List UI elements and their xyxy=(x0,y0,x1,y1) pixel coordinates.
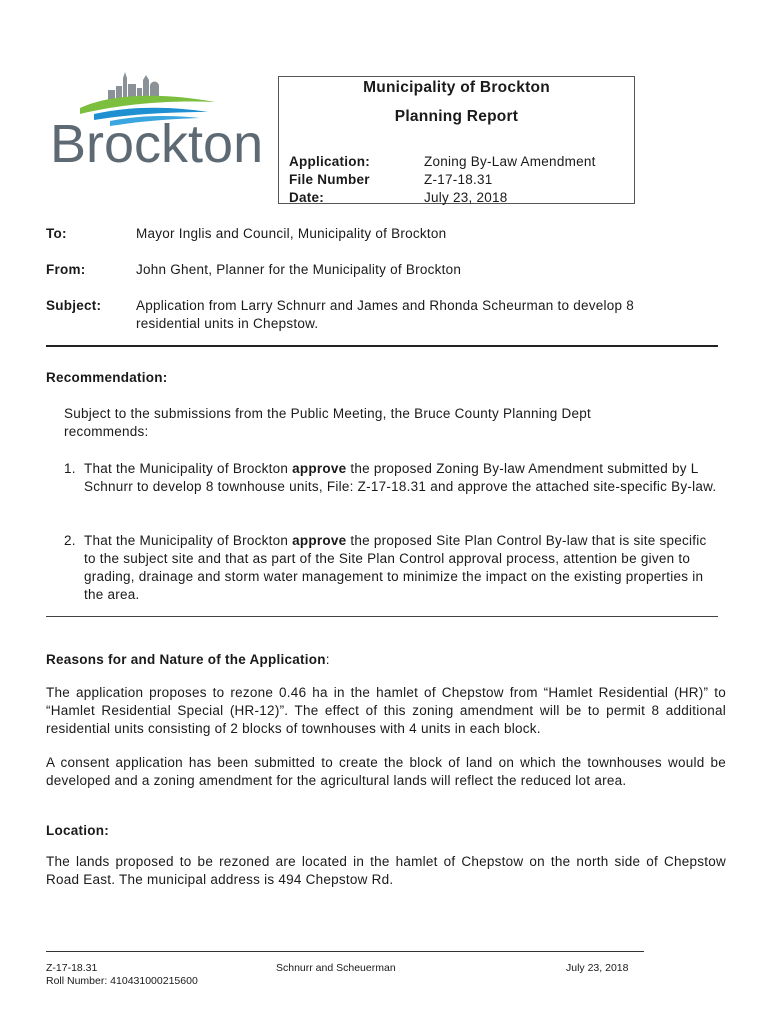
reasons-heading xyxy=(46,652,330,667)
item-text-pre: That the Municipality of Brockton xyxy=(84,461,293,476)
file-number-value: Z-17-18.31 xyxy=(424,172,493,187)
reasons-heading-text: Reasons for and Nature of the Application xyxy=(46,652,326,667)
recommendation-item-2 xyxy=(64,532,718,604)
to-value: Mayor Inglis and Council, Municipality of Brockton xyxy=(136,226,447,241)
report-subtitle: Planning Report xyxy=(394,108,519,125)
subject-label: Subject: xyxy=(46,298,102,313)
item-text-post: the proposed Site Plan Control By-law that is site specific to the subject site and that as part of the Site Plan Control approval process, attention be given to grading, drainage and storm water management to minimize the impact on the existing properties in the area. xyxy=(84,533,707,602)
reasons-paragraph-1: The application proposes to rezone 0.46 ha in the hamlet of Chepstow from “Hamlet Residential (HR)” to “Hamlet Residential Special (HR-12)”. The effect of this zoning amendment will be to permit 8 additional residential units consisting of 2 blocks of townhouses with 4 units in each block. xyxy=(46,685,726,736)
recommendation-heading: Recommendation: xyxy=(46,370,168,385)
application-label: Application: xyxy=(289,154,370,169)
subject-line-1: Application from Larry Schnurr and James and Rhonda Scheurman to develop 8 xyxy=(136,298,635,313)
location-paragraph: The lands proposed to be rezoned are located in the hamlet of Chepstow on the north side of Chepstow Road East. The municipal address is 494 Chepstow Rd. xyxy=(46,854,726,887)
application-value: Zoning By-Law Amendment xyxy=(424,154,596,169)
recommendation-divider xyxy=(46,616,718,617)
item-text-bold: approve xyxy=(292,461,347,476)
section-divider xyxy=(46,345,718,347)
date-label: Date: xyxy=(289,190,325,205)
file-number-label: File Number xyxy=(289,172,370,187)
recommendation-intro-line-2: recommends: xyxy=(64,424,149,439)
location-heading: Location: xyxy=(46,823,109,838)
brockton-logo xyxy=(50,70,275,185)
subject-line-2: residential units in Chepstow. xyxy=(136,316,319,331)
item-text-bold: approve xyxy=(292,533,347,548)
from-label: From: xyxy=(46,262,86,277)
list-number: 1. xyxy=(64,461,76,476)
report-municipality-title: Municipality of Brockton xyxy=(363,79,550,96)
to-label: To: xyxy=(46,226,67,241)
date-value: July 23, 2018 xyxy=(424,190,508,205)
report-header-box xyxy=(278,76,635,204)
logo-wordmark: Brockton xyxy=(50,114,264,174)
from-value: John Ghent, Planner for the Municipality of Brockton xyxy=(136,262,462,277)
item-text-post: the proposed Zoning By-law Amendment submitted by L Schnurr to develop 8 townhouse units, File: Z-17-18.31 and approve the attached site-specific By-law. xyxy=(84,461,717,494)
recommendation-intro-line-1: Subject to the submissions from the Public Meeting, the Bruce County Planning Dept xyxy=(64,406,592,421)
reasons-heading-colon: : xyxy=(325,652,330,667)
item-text-pre: That the Municipality of Brockton xyxy=(84,533,293,548)
footer-names: Schnurr and Scheuerman xyxy=(276,962,396,974)
footer-divider xyxy=(46,951,644,952)
recommendation-item-1 xyxy=(64,460,718,496)
footer-date: July 23, 2018 xyxy=(566,962,629,974)
footer-file-number: Z-17-18.31 xyxy=(46,962,98,974)
list-number: 2. xyxy=(64,533,76,548)
footer-roll-number: Roll Number: 410431000215600 xyxy=(46,975,198,987)
reasons-paragraph-2: A consent application has been submitted to create the block of land on which the townhouses would be developed and a zoning amendment for the agricultural lands will reflect the reduced lot area. xyxy=(46,755,726,788)
